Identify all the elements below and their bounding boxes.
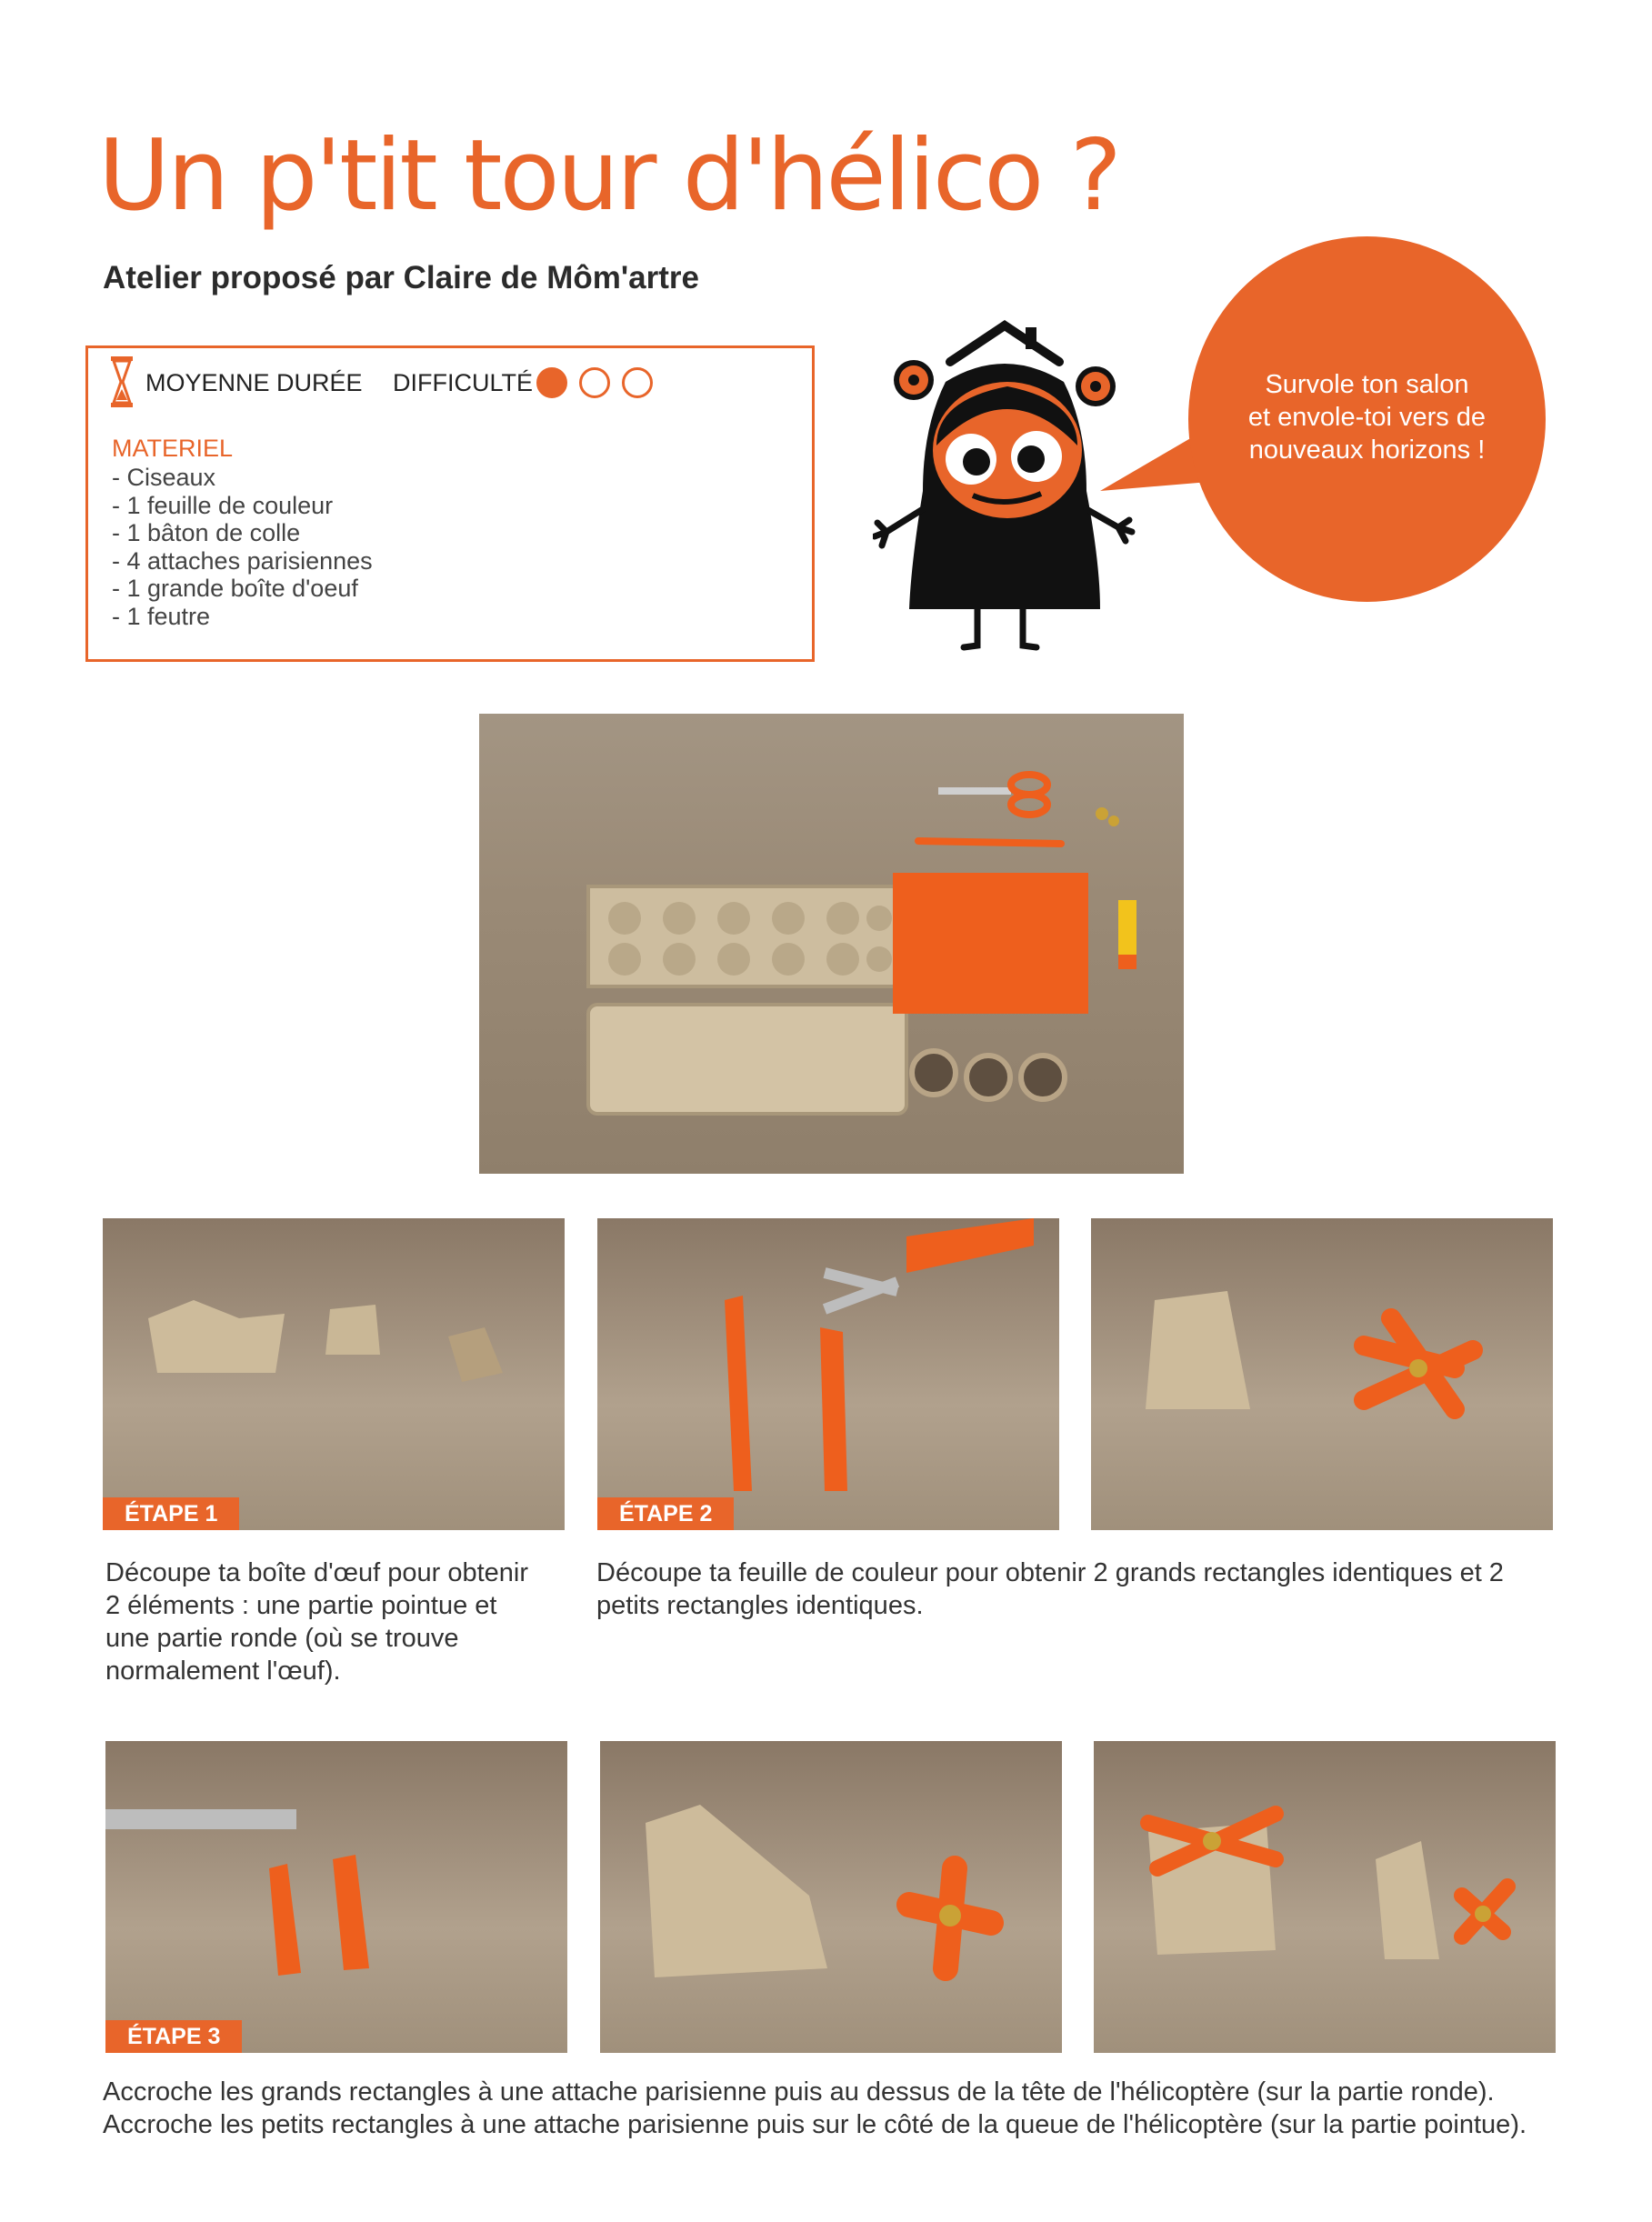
step2-caption: Découpe ta feuille de couleur pour obtenir 2 grands rectangles identiques et 2 petits rectangles identiques. (596, 1558, 1504, 1620)
step2-photo-drawing (597, 1218, 1059, 1530)
materials-photo-drawing (479, 714, 1184, 1174)
material-item: - 1 feuille de couleur (112, 491, 334, 519)
step3-tag: ÉTAPE 3 (105, 2020, 242, 2053)
difficulty-dot-2 (579, 367, 610, 398)
step1-tag: ÉTAPE 1 (103, 1497, 239, 1530)
step3b-photo (600, 1741, 1062, 2053)
materials-list (112, 464, 373, 630)
difficulty-label: DIFFICULTÉ (393, 369, 533, 396)
step3b-photo-drawing (600, 1741, 1062, 2053)
mascot-illustration (873, 318, 1136, 655)
duration-label: MOYENNE DURÉE (145, 369, 363, 396)
step3-caption: Accroche les grands rectangles à une attache parisienne puis au dessus de la tête de l'hélicoptère (sur la partie ronde). Accroche les petits rectangles à une attache parisienne puis sur le côté de la queue de l'hélicoptère (sur la partie pointue). (103, 2077, 1527, 2139)
bubble-line: Survole ton salon (1265, 370, 1469, 399)
step1-caption: Découpe ta boîte d'œuf pour obtenir 2 éléments : une partie pointue et une partie ronde (où se trouve normalement l'œuf). (105, 1558, 528, 1686)
material-item: - 1 bâton de colle (112, 519, 301, 546)
difficulty-dot-1 (536, 367, 567, 398)
materials-photo (479, 714, 1184, 1174)
step2b-photo (1091, 1218, 1553, 1530)
step2-photo (597, 1218, 1059, 1530)
materials-title: MATERIEL (112, 435, 234, 462)
material-item: - 1 grande boîte d'oeuf (112, 575, 358, 602)
step3-photo (105, 1741, 567, 2053)
bubble-line: nouveaux horizons ! (1248, 435, 1486, 465)
step2b-photo-drawing (1091, 1218, 1553, 1530)
material-item: - Ciseaux (112, 464, 216, 491)
step3-photo-drawing (105, 1741, 567, 2053)
material-item: - 1 feutre (112, 602, 211, 630)
hourglass-icon (109, 356, 135, 407)
step2-tag: ÉTAPE 2 (597, 1497, 734, 1530)
step3c-photo (1094, 1741, 1556, 2053)
step1-photo-drawing (103, 1218, 565, 1530)
bubble-line: et envole-toi vers de (1247, 403, 1487, 432)
step3c-photo-drawing (1094, 1741, 1556, 2053)
page-title: Un p'tit tour d'hélico ? (98, 119, 1119, 233)
difficulty-dot-3 (622, 367, 653, 398)
page-subtitle: Atelier proposé par Claire de Môm'artre (103, 260, 700, 295)
step1-photo (103, 1218, 565, 1530)
material-item: - 4 attaches parisiennes (112, 546, 373, 575)
speech-bubble-text (1188, 368, 1546, 466)
